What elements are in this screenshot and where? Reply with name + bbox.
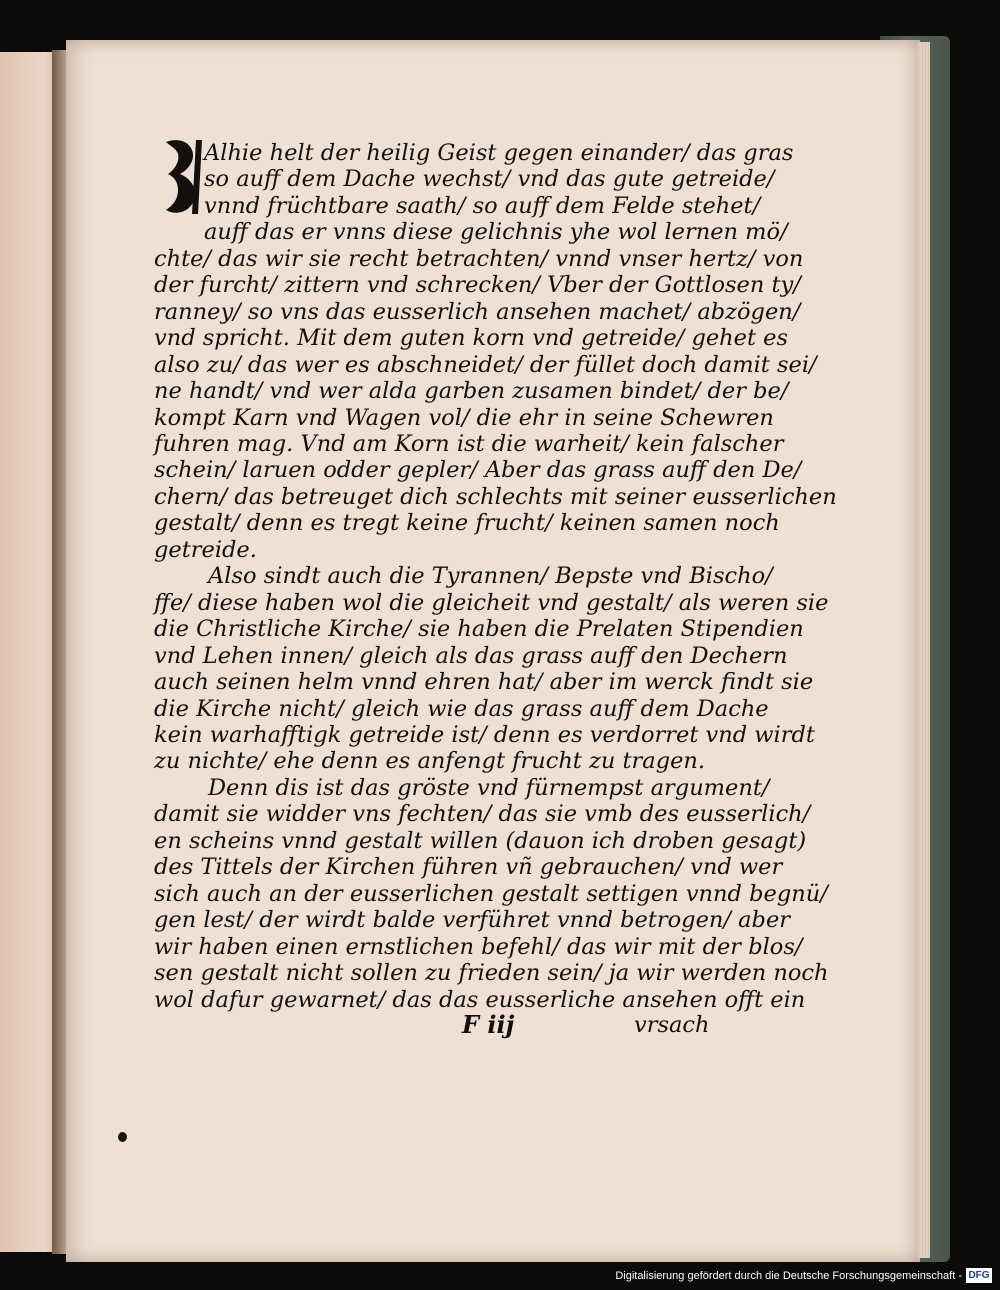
text-line: ne handt/ vnd wer alda garben zusamen bindet/ der be/ <box>154 378 789 405</box>
paragraph-3 <box>154 774 829 1013</box>
text-line: en scheins vnnd gestalt willen (dauon ich droben gesagt) <box>154 827 807 854</box>
text-line: chern/ das betreuget dich schlechts mit seiner eusserlichen <box>154 483 837 510</box>
text-line: des Tittels der Kirchen führen vñ gebrauchen/ vnd wer <box>154 854 783 881</box>
text-line: auff das er vnns diese gelichnis yhe wol lernen mö/ <box>204 219 788 246</box>
page-text <box>154 140 837 1013</box>
text-line: fuhren mag. Vnd am Korn ist die warheit/ kein falscher <box>154 430 784 457</box>
text-line: vnd Lehen innen/ gleich als das grass auff den Dechern <box>154 642 788 669</box>
text-line: damit sie widder vns fechten/ das sie vmb des eusserlich/ <box>154 801 811 828</box>
paragraph-1 <box>154 219 837 563</box>
text-line: sen gestalt nicht sollen zu frieden sein/ ja wir werden noch <box>154 960 829 987</box>
text-line: vnd spricht. Mit dem guten korn vnd getreide/ gehet es <box>154 325 789 352</box>
text-line: kein warhafftigk getreide ist/ denn es verdorret vnd wirdt <box>154 721 815 748</box>
catchword: vrsach <box>634 1012 710 1038</box>
text-line: gen lest/ der wirdt balde verführet vnnd betrogen/ aber <box>154 907 791 934</box>
text-line: so auff dem Dache wechst/ vnd das gute getreide/ <box>204 166 775 193</box>
opening-lines <box>154 140 794 219</box>
text-line: gestalt/ denn es tregt keine frucht/ keinen samen noch <box>154 510 780 537</box>
text-line: Denn dis ist das gröste vnd fürnempst argument/ <box>208 774 770 801</box>
text-line: sich auch an der eusserlichen gestalt settigen vnnd begnü/ <box>154 880 828 907</box>
text-line: vnnd früchtbare saath/ so auff dem Felde stehet/ <box>204 192 761 219</box>
text-line: Alhie helt der heilig Geist gegen einander/ das gras <box>204 140 794 166</box>
text-line: chte/ das wir sie recht betrachten/ vnnd vnser hertz/ von <box>154 245 804 272</box>
text-line: ffe/ diese haben wol die gleicheit vnd gestalt/ als weren sie <box>154 589 829 616</box>
page-edges <box>918 42 930 1258</box>
paragraph-2 <box>154 563 829 775</box>
funding-credit: Digitalisierung gefördert durch die Deutsche Forschungsgemeinschaft - <box>615 1270 962 1282</box>
text-line: ranney/ so vns das eusserlich ansehen machet/ abzögen/ <box>154 298 801 325</box>
text-line: die Christliche Kirche/ sie haben die Prelaten Stipendien <box>154 616 804 643</box>
text-line: schein/ laruen odder gepler/ Aber das grass auff den De/ <box>154 457 802 484</box>
text-line: auch seinen helm vnnd ehren hat/ aber im werck findt sie <box>154 669 814 696</box>
text-line: Also sindt auch die Tyrannen/ Bepste vnd Bischo/ <box>208 563 773 590</box>
text-line: zu nichte/ ehe denn es anfengt frucht zu tragen. <box>154 748 706 775</box>
text-line: die Kirche nicht/ gleich wie das grass auff dem Dache <box>154 695 769 722</box>
text-line: wol dafur gewarnet/ das das eusserliche ansehen offt ein <box>154 986 806 1013</box>
text-line: also zu/ das wer es abschneidet/ der füllet doch damit sei/ <box>154 351 817 378</box>
text-line: getreide. <box>154 536 257 563</box>
text-line: wir haben einen ernstlichen befehl/ das wir mit der blos/ <box>154 933 803 960</box>
dfg-logo-icon: DFG <box>966 1268 992 1283</box>
ink-spot <box>118 1132 127 1142</box>
signature-mark: F iij <box>462 1010 515 1039</box>
footer-bar <box>0 1262 1000 1290</box>
text-line: der furcht/ zittern vnd schrecken/ Vber der Gottlosen ty/ <box>154 272 801 299</box>
text-line: kompt Karn vnd Wagen vol/ die ehr in seine Schewren <box>154 404 774 431</box>
